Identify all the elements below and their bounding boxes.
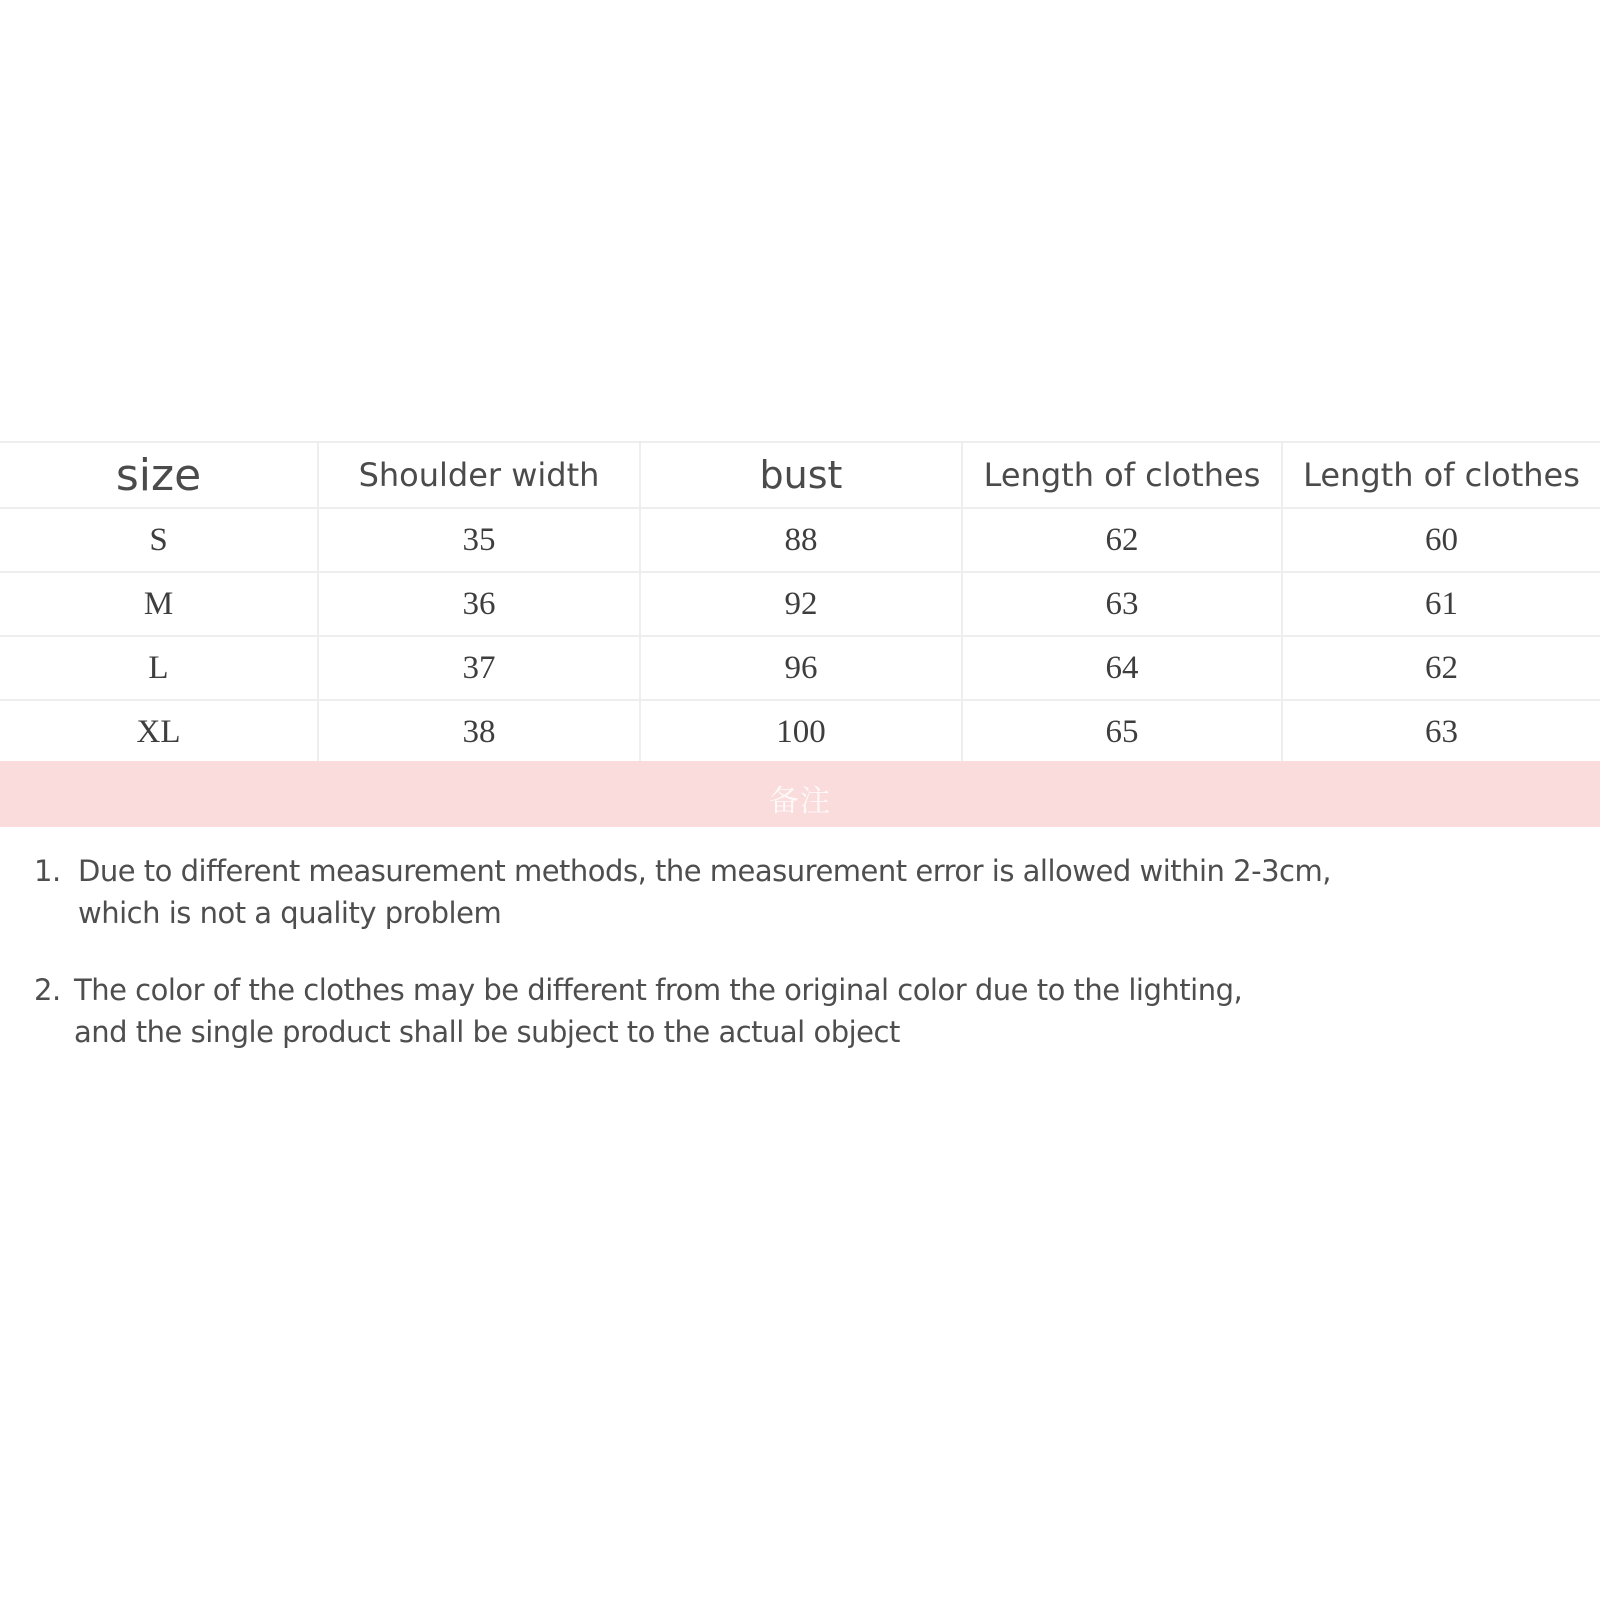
size-chart-table <box>0 441 1600 763</box>
table-cell: 92 <box>640 572 962 636</box>
notes-banner <box>0 761 1600 827</box>
table-cell: 62 <box>1282 636 1600 700</box>
table-cell: 96 <box>640 636 962 700</box>
table-row <box>0 700 1600 763</box>
note-number: 2. <box>34 973 61 1007</box>
header-length-of-clothes: Length of clothes <box>962 442 1282 508</box>
table-header-row <box>0 442 1600 508</box>
table-cell: 65 <box>962 700 1282 763</box>
note-line: and the single product shall be subject to the actual object <box>74 1015 900 1049</box>
table-row <box>0 572 1600 636</box>
table-cell: S <box>0 508 318 572</box>
table-cell: 36 <box>318 572 640 636</box>
table-cell: 63 <box>1282 700 1600 763</box>
note-number: 1. <box>34 854 61 888</box>
table-cell: M <box>0 572 318 636</box>
header-shoulder-width: Shoulder width <box>318 442 640 508</box>
header-length-of-clothes-2: Length of clothes <box>1282 442 1600 508</box>
table-cell: 35 <box>318 508 640 572</box>
table-cell: 63 <box>962 572 1282 636</box>
table-cell: XL <box>0 700 318 763</box>
table-cell: 62 <box>962 508 1282 572</box>
table-cell: 38 <box>318 700 640 763</box>
note-line: Due to different measurement methods, the measurement error is allowed within 2-3cm, <box>78 854 1331 888</box>
note-text <box>74 969 1524 1053</box>
table-cell: 60 <box>1282 508 1600 572</box>
note-line: The color of the clothes may be different from the original color due to the lighting, <box>74 973 1243 1007</box>
note-text <box>78 850 1528 934</box>
table-cell: 61 <box>1282 572 1600 636</box>
table-cell: 100 <box>640 700 962 763</box>
header-size: size <box>0 442 318 508</box>
note-line: which is not a quality problem <box>78 896 502 930</box>
table-row <box>0 636 1600 700</box>
table-cell: L <box>0 636 318 700</box>
header-bust: bust <box>640 442 962 508</box>
table-row <box>0 508 1600 572</box>
notes-banner-title: 备注 <box>769 785 831 818</box>
table-cell: 37 <box>318 636 640 700</box>
table-cell: 88 <box>640 508 962 572</box>
table-cell: 64 <box>962 636 1282 700</box>
